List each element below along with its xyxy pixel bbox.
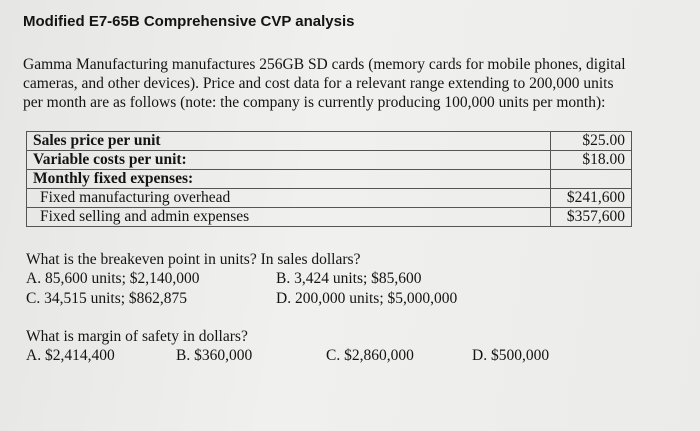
question-2-option-c: C. $2,860,000 xyxy=(326,347,414,364)
row-label: Monthly fixed expenses: xyxy=(27,170,551,189)
row-label: Fixed selling and admin expenses xyxy=(27,208,551,227)
row-amount: $18.00 xyxy=(551,151,632,170)
row-amount: $25.00 xyxy=(551,132,632,151)
question-2-option-a: A. $2,414,400 xyxy=(26,347,115,364)
problem-intro xyxy=(23,55,683,112)
table-row xyxy=(27,132,632,151)
row-amount: $241,600 xyxy=(551,189,632,208)
intro-line-3: per month are as follows (note: the company is currently producing 100,000 units per month): xyxy=(23,94,606,111)
table-row xyxy=(27,189,632,208)
table-row xyxy=(27,170,632,189)
problem-title: Modified E7-65B Comprehensive CVP analysis xyxy=(23,13,355,30)
row-label: Sales price per unit xyxy=(27,132,551,151)
question-1-option-b: B. 3,424 units; $85,600 xyxy=(276,270,422,287)
question-1-option-d: D. 200,000 units; $5,000,000 xyxy=(276,290,458,307)
row-label: Variable costs per unit: xyxy=(27,151,551,170)
table-row xyxy=(27,208,632,227)
question-1-option-a: A. 85,600 units; $2,140,000 xyxy=(26,270,200,287)
question-1-option-c: C. 34,515 units; $862,875 xyxy=(26,290,188,307)
table-row xyxy=(27,151,632,170)
question-2-option-d: D. $500,000 xyxy=(472,347,550,364)
question-1-text: What is the breakeven point in units? In sales dollars? xyxy=(26,251,361,268)
intro-line-1: Gamma Manufacturing manufactures 256GB SD cards (memory cards for mobile phones, digital xyxy=(23,56,626,73)
intro-line-2: cameras, and other devices). Price and cost data for a relevant range extending to 200,000 units xyxy=(23,75,614,92)
row-amount xyxy=(551,170,632,189)
row-label: Fixed manufacturing overhead xyxy=(27,189,551,208)
cost-table xyxy=(26,131,632,227)
row-amount: $357,600 xyxy=(551,208,632,227)
question-2-option-b: B. $360,000 xyxy=(176,347,253,364)
question-2-text: What is margin of safety in dollars? xyxy=(26,328,248,345)
